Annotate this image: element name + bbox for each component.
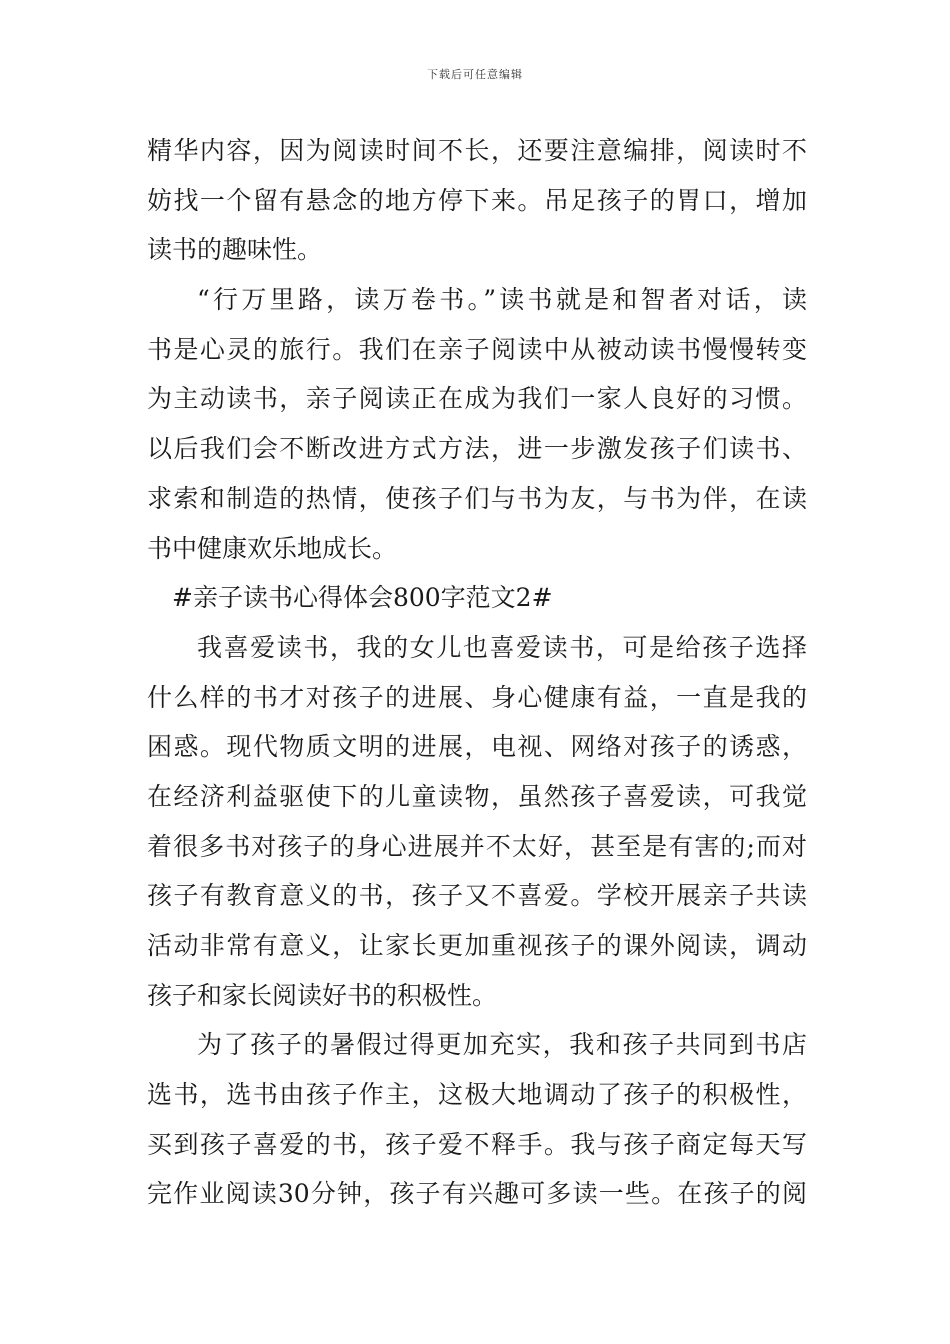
text-line: 为了孩子的暑假过得更加充实，我和孩子共同到书店: [197, 1030, 807, 1060]
document-body: [147, 126, 807, 1219]
text-line: 完作业阅读30分钟，孩子有兴趣可多读一些。在孩子的阅: [147, 1179, 807, 1209]
text-line: 孩子有教育意义的书，孩子又不喜爱。学校开展亲子共读: [147, 881, 807, 911]
text-line: 我喜爱读书，我的女儿也喜爱读书，可是给孩子选择: [197, 632, 807, 662]
text-line: 什么样的书才对孩子的进展、身心健康有益，一直是我的: [147, 682, 807, 712]
text-line: 在经济利益驱使下的儿童读物，虽然孩子喜爱读，可我觉: [147, 781, 807, 811]
section-heading: #亲子读书心得体会800字范文2#: [172, 583, 553, 613]
text-line: 以后我们会不断改进方式方法，进一步激发孩子们读书、: [147, 434, 807, 464]
text-line: 书中健康欢乐地成长。: [147, 533, 398, 563]
text-line: 为主动读书，亲子阅读正在成为我们一家人良好的习惯。: [147, 384, 807, 414]
text-line: 妨找一个留有悬念的地方停下来。吊足孩子的胃口，增加: [147, 185, 807, 215]
text-line: “行万里路，读万卷书。”读书就是和智者对话，读: [197, 285, 807, 315]
text-line: 买到孩子喜爱的书，孩子爱不释手。我与孩子商定每天写: [147, 1129, 807, 1159]
text-line: 活动非常有意义，让家长更加重视孩子的课外阅读，调动: [147, 931, 807, 960]
text-line: 孩子和家长阅读好书的积极性。: [147, 980, 498, 1010]
text-line: 求索和制造的热情，使孩子们与书为友，与书为伴，在读: [147, 483, 807, 513]
text-line: 选书，选书由孩子作主，这极大地调动了孩子的积极性，: [147, 1080, 807, 1110]
text-line: 书是心灵的旅行。我们在亲子阅读中从被动读书慢慢转变: [147, 334, 807, 364]
text-line: 精华内容，因为阅读时间不长，还要注意编排，阅读时不: [147, 136, 807, 165]
text-line: 困惑。现代物质文明的进展，电视、网络对孩子的诱惑，: [147, 732, 807, 762]
text-line: 读书的趣味性。: [147, 235, 323, 265]
header-note: 下载后可任意编辑: [427, 68, 523, 81]
text-line: 着很多书对孩子的身心进展并不太好，甚至是有害的;而对: [147, 831, 807, 861]
